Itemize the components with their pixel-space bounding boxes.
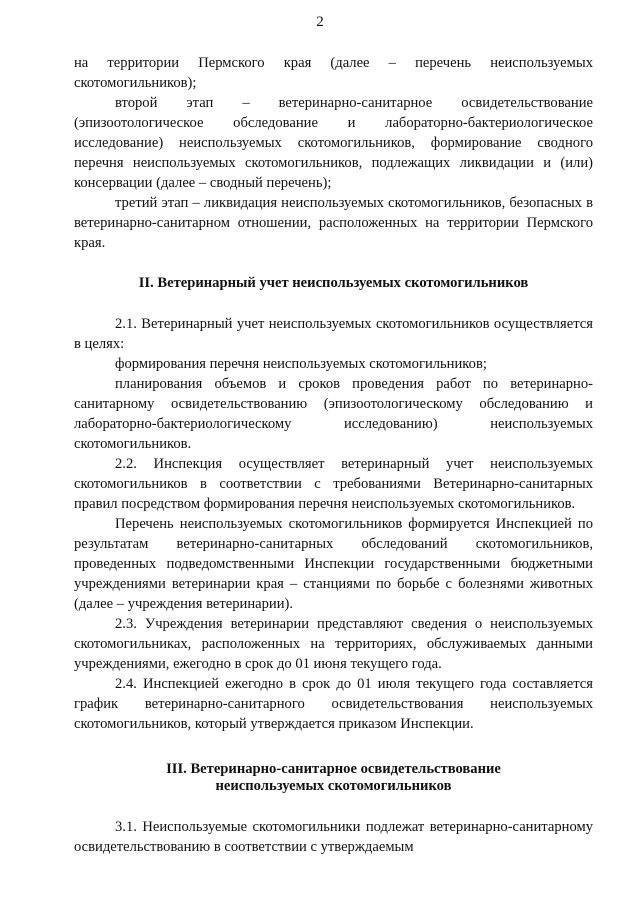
paragraph: планирования объемов и сроков проведения работ по ветеринарно-санитарному освидетельствованию (эпизоотологическому обследованию и лабораторно-бактериологическому исследованию) неиспользуемых скотомогильников. (74, 376, 593, 452)
section-heading: II. Ветеринарный учет неиспользуемых скотомогильников (138, 275, 529, 291)
paragraph: 2.3. Учреждения ветеринарии представляют сведения о неиспользуемых скотомогильниках, расположенных на территориях, обслуживаемых данными учреждениями, ежегодно в срок до 01 июня текущего года. (74, 616, 593, 672)
section-heading (74, 761, 593, 795)
paragraph: третий этап – ликвидация неиспользуемых скотомогильников, безопасных в ветеринарно-санитарном отношении, расположенных на территории Пермского края. (74, 195, 593, 251)
page-number: 2 (316, 14, 324, 30)
paragraph: Перечень неиспользуемых скотомогильников формируется Инспекцией по результатам ветеринарно-санитарных обследований скотомогильников, проведенных подведомственными Инспекции государственными бюджетными учреждениями ветеринарии края – станциями по борьбе с болезнями животных (далее – учреждения ветеринарии). (74, 516, 593, 612)
paragraph: формирования перечня неиспользуемых скотомогильников; (115, 356, 487, 372)
document-body (74, 53, 593, 857)
paragraph: на территории Пермского края (далее – перечень неиспользуемых скотомогильников); (74, 55, 593, 91)
paragraph: 2.2. Инспекция осуществляет ветеринарный учет неиспользуемых скотомогильников в соответствии с требованиями Ветеринарно-санитарных правил посредством формирования перечня неиспользуемых скотомогильников. (74, 456, 593, 512)
paragraph: 2.4. Инспекцией ежегодно в срок до 01 июля текущего года составляется график ветеринарно-санитарного освидетельствования неиспользуемых скотомогильников, который утверждается приказом Инспекции. (74, 676, 593, 732)
section-heading-line: III. Ветеринарно-санитарное освидетельствование (166, 761, 501, 777)
section-heading-line: неиспользуемых скотомогильников (215, 778, 452, 794)
paragraph: 2.1. Ветеринарный учет неиспользуемых скотомогильников осуществляется в целях: (74, 316, 593, 352)
paragraph: 3.1. Неиспользуемые скотомогильники подлежат ветеринарно-санитарному освидетельствованию в соответствии с утверждаемым (74, 819, 593, 855)
paragraph: второй этап – ветеринарно-санитарное освидетельствование (эпизоотологическое обследование и лабораторно-бактериологическое исследование) неиспользуемых скотомогильников, формирование сводного перечня неиспользуемых скотомогильников, подлежащих ликвидации и (или) консервации (далее – сводный перечень); (74, 95, 593, 191)
